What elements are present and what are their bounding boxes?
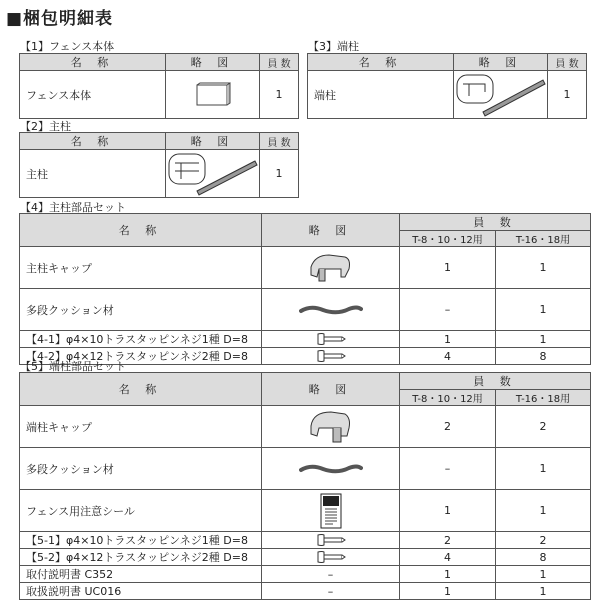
qty-t16: 1 xyxy=(496,289,591,331)
qty-t16: 1 xyxy=(496,490,591,532)
qty-col-t8-header: T-8・10・12用 xyxy=(400,390,496,406)
qty-header: 員 数 xyxy=(400,214,591,231)
fence-panel-figure xyxy=(166,71,260,119)
item-name: 【5-2】φ4×12トラスタッピンネジ2種 D=8 xyxy=(20,549,262,566)
table-row xyxy=(20,532,591,549)
table-row xyxy=(20,490,591,532)
section-4-table xyxy=(19,213,591,365)
item-name: フェンス本体 xyxy=(20,71,166,119)
table-row xyxy=(20,566,591,583)
caution-sticker-figure xyxy=(262,490,400,532)
post-cap-figure xyxy=(262,247,400,289)
figure-header: 略 図 xyxy=(262,214,400,247)
qty-t16: 1 xyxy=(496,583,591,600)
item-name: 【4-2】φ4×12トラスタッピンネジ2種 D=8 xyxy=(20,348,262,365)
qty-header: 員 数 xyxy=(548,54,587,71)
qty-col-t16-header: T-16・18用 xyxy=(496,390,591,406)
name-header: 名 称 xyxy=(20,54,166,71)
screw-figure xyxy=(262,549,400,566)
qty-col-t16-header: T-16・18用 xyxy=(496,231,591,247)
qty-t8: 2 xyxy=(400,406,496,448)
item-qty: 1 xyxy=(548,71,587,119)
section-2-table xyxy=(19,132,299,198)
item-name: 多段クッション材 xyxy=(20,448,262,490)
section-3-table xyxy=(307,53,587,119)
qty-t8: 1 xyxy=(400,566,496,583)
qty-t16: 2 xyxy=(496,532,591,549)
qty-t8: 1 xyxy=(400,247,496,289)
figure-header: 略 図 xyxy=(454,54,548,71)
main-post-figure xyxy=(166,150,260,198)
section-5-table xyxy=(19,372,591,600)
table-row xyxy=(20,448,591,490)
qty-header: 員 数 xyxy=(260,54,299,71)
section-1-table xyxy=(19,53,299,119)
item-name: 【4-1】φ4×10トラスタッピンネジ1種 D=8 xyxy=(20,331,262,348)
item-figure: – xyxy=(262,566,400,583)
section-4-label: 【4】主柱部品セット xyxy=(20,201,126,214)
name-header: 名 称 xyxy=(20,214,262,247)
name-header: 名 称 xyxy=(308,54,454,71)
item-name: 【5-1】φ4×10トラスタッピンネジ1種 D=8 xyxy=(20,532,262,549)
cushion-figure xyxy=(262,289,400,331)
table-row xyxy=(20,583,591,600)
item-qty: 1 xyxy=(260,71,299,119)
section-5-label: 【5】端柱部品セット xyxy=(20,360,126,373)
qty-t16: 8 xyxy=(496,549,591,566)
table-row xyxy=(308,71,587,119)
item-name: 端柱キャップ xyxy=(20,406,262,448)
qty-t16: 1 xyxy=(496,331,591,348)
item-qty: 1 xyxy=(260,150,299,198)
qty-t16: 8 xyxy=(496,348,591,365)
section-2-label: 【2】主柱 xyxy=(20,120,71,133)
end-post-cap-figure xyxy=(262,406,400,448)
cushion-figure xyxy=(262,448,400,490)
qty-header: 員 数 xyxy=(400,373,591,390)
item-name: 端柱 xyxy=(308,71,454,119)
qty-t8: 1 xyxy=(400,583,496,600)
table-row xyxy=(20,247,591,289)
end-post-figure xyxy=(454,71,548,119)
qty-header: 員 数 xyxy=(260,133,299,150)
qty-col-t8-header: T-8・10・12用 xyxy=(400,231,496,247)
section-1-label: 【1】フェンス本体 xyxy=(20,40,115,53)
item-name: 主柱キャップ xyxy=(20,247,262,289)
qty-t16: 1 xyxy=(496,247,591,289)
qty-t8: 2 xyxy=(400,532,496,549)
table-row xyxy=(20,71,299,119)
qty-t8: – xyxy=(400,289,496,331)
page-title: ■梱包明細表 xyxy=(6,9,114,29)
screw-figure xyxy=(262,331,400,348)
table-row xyxy=(20,406,591,448)
qty-t8: – xyxy=(400,448,496,490)
table-row xyxy=(20,150,299,198)
qty-t16: 1 xyxy=(496,566,591,583)
table-row xyxy=(20,289,591,331)
item-name: 取付説明書 C352 xyxy=(20,566,262,583)
qty-t8: 1 xyxy=(400,331,496,348)
item-name: 主柱 xyxy=(20,150,166,198)
qty-t8: 4 xyxy=(400,549,496,566)
qty-t8: 4 xyxy=(400,348,496,365)
qty-t16: 1 xyxy=(496,448,591,490)
item-name: フェンス用注意シール xyxy=(20,490,262,532)
section-3-label: 【3】端柱 xyxy=(308,40,359,53)
table-row xyxy=(20,549,591,566)
qty-t16: 2 xyxy=(496,406,591,448)
screw-figure xyxy=(262,348,400,365)
name-header: 名 称 xyxy=(20,133,166,150)
item-name: 取扱説明書 UC016 xyxy=(20,583,262,600)
name-header: 名 称 xyxy=(20,373,262,406)
table-row xyxy=(20,331,591,348)
qty-t8: 1 xyxy=(400,490,496,532)
figure-header: 略 図 xyxy=(166,133,260,150)
figure-header: 略 図 xyxy=(166,54,260,71)
item-figure: – xyxy=(262,583,400,600)
item-name: 多段クッション材 xyxy=(20,289,262,331)
screw-figure xyxy=(262,532,400,549)
figure-header: 略 図 xyxy=(262,373,400,406)
